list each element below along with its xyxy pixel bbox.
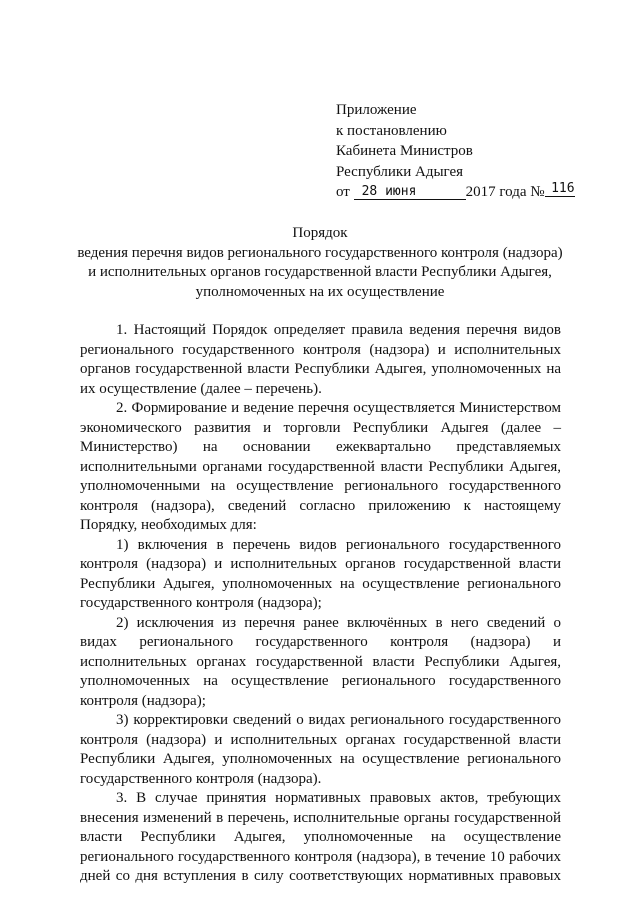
paragraph-1: 1. Настоящий Порядок определяет правила ведения перечня видов регионального государственного контроля (надзора) и исполнительных органов государственной власти Республики Адыгея, уполномоченных на их осуществление (далее – перечень).: [80, 322, 561, 397]
appendix-line-4: Республики Адыгея: [336, 163, 464, 180]
date-fill-field: 28 июня: [354, 185, 466, 200]
heading-title: Порядок: [292, 225, 348, 241]
heading-subtitle-line-1: ведения перечня видов регионального государственного контроля (надзора): [77, 244, 563, 261]
paragraph-3: 3. В случае принятия нормативных правовых актов, требующих внесения изменений в перечень, исполнительные органы государственной власти Республики Адыгея, уполномоченные на осуществление регионального государственного контроля (надзора), в течение 10 рабочих дней со дня вступления в силу соответствующих нормативных правовых: [80, 790, 561, 884]
appendix-line-1: Приложение: [336, 102, 417, 118]
appendix-block: [336, 100, 575, 203]
paragraph-2: 2. Формирование и ведение перечня осуществляется Министерством экономического развития и торговли Республики Адыгея (далее – Министерство) на основании ежеквартально представляемых исполнительными органами государственной власти Республики Адыгея, уполномоченными на осуществление регионального государственного контроля (надзора), сведений согласно приложению к настоящему Порядку, необходимых для:: [80, 400, 561, 533]
heading-subtitle-line-2: и исполнительных органов государственной власти Республики Адыгея,: [88, 264, 552, 280]
heading-subtitle-line-3: уполномоченных на их осуществление: [195, 283, 445, 300]
appendix-date-line: [336, 181, 575, 203]
document-body: [80, 321, 561, 887]
date-suffix: 2017 года №: [465, 184, 545, 200]
number-fill-field: 116: [545, 182, 575, 197]
document-heading: [70, 224, 570, 302]
appendix-line-2: к постановлению: [336, 122, 447, 139]
paragraph-2-item-2: 2) исключения из перечня ранее включённых в него сведений о видах регионального государственного контроля (надзора) и исполнительных органах государственной власти Республики Адыгея, уполномоченных на осуществление регионального государственного контроля (надзора);: [80, 614, 561, 709]
paragraph-2-item-1: 1) включения в перечень видов регионального государственного контроля (надзора) и исполнительных органов государственной власти Республики Адыгея, уполномоченных на осуществление регионального государственного контроля (надзора);: [80, 536, 561, 611]
appendix-line-3: Кабинета Министров: [336, 143, 473, 159]
paragraph-2-item-3: 3) корректировки сведений о видах регионального государственного контроля (надзора) и исполнительных органах государственной власти Республики Адыгея, уполномоченных на осуществление регионального государственного контроля (надзора).: [80, 712, 561, 787]
date-prefix: от: [336, 184, 350, 200]
